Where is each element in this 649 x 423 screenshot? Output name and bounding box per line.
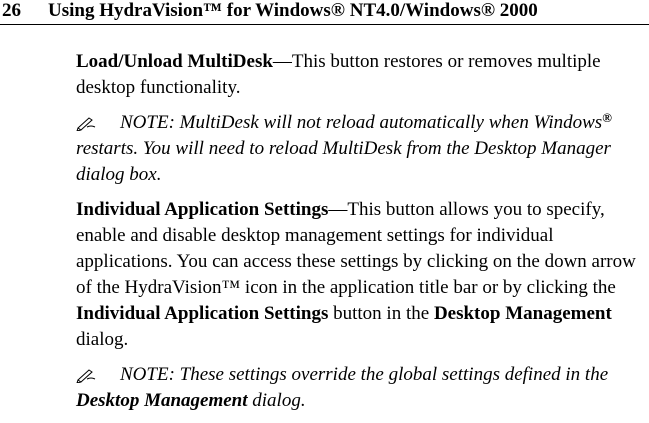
paragraph-text: dialog. — [76, 329, 129, 350]
note-text-continued: restarts. You will need to reload MultiDesk from the Desktop Manager dialog box. — [76, 138, 611, 185]
bold-desktop-management: Desktop Management — [433, 303, 612, 324]
page-header — [0, 0, 649, 25]
running-title: Using HydraVision™ for Windows® NT4.0/Windows® 2000 — [48, 0, 538, 21]
bold-individual-application-settings: Individual Application Settings — [76, 303, 329, 324]
registered-mark: ® — [602, 110, 612, 125]
term-load-unload-multidesk: Load/Unload MultiDesk — [76, 51, 273, 72]
page-number: 26 — [2, 0, 21, 21]
note-text-continued: dialog. — [247, 390, 306, 411]
note-text: NOTE: MultiDesk will not reload automatically when Windows — [120, 112, 603, 133]
note-multidesk-reload — [76, 110, 646, 188]
paragraph-text: button in the — [328, 303, 434, 324]
pencil-note-icon — [76, 110, 120, 136]
page-body — [76, 49, 646, 423]
paragraph-load-unload-multidesk — [76, 49, 646, 101]
paragraph-individual-application-settings — [76, 197, 646, 353]
note-settings-override — [76, 362, 646, 414]
pencil-note-icon — [76, 362, 120, 388]
note-text: NOTE: These settings override the global settings defined in the — [120, 364, 609, 385]
paragraph-text: —This button allows you to specify, enable and disable desktop management settings for individual applications. You can access these settings by clicking on the down arrow of the HydraVision™ icon in the application title bar or by clicking the — [76, 199, 636, 298]
bold-desktop-management: Desktop Management — [76, 390, 248, 411]
term-individual-application-settings: Individual Application Settings — [76, 199, 329, 220]
paragraph-text: —This button restores or removes multiple desktop functionality. — [76, 51, 601, 98]
